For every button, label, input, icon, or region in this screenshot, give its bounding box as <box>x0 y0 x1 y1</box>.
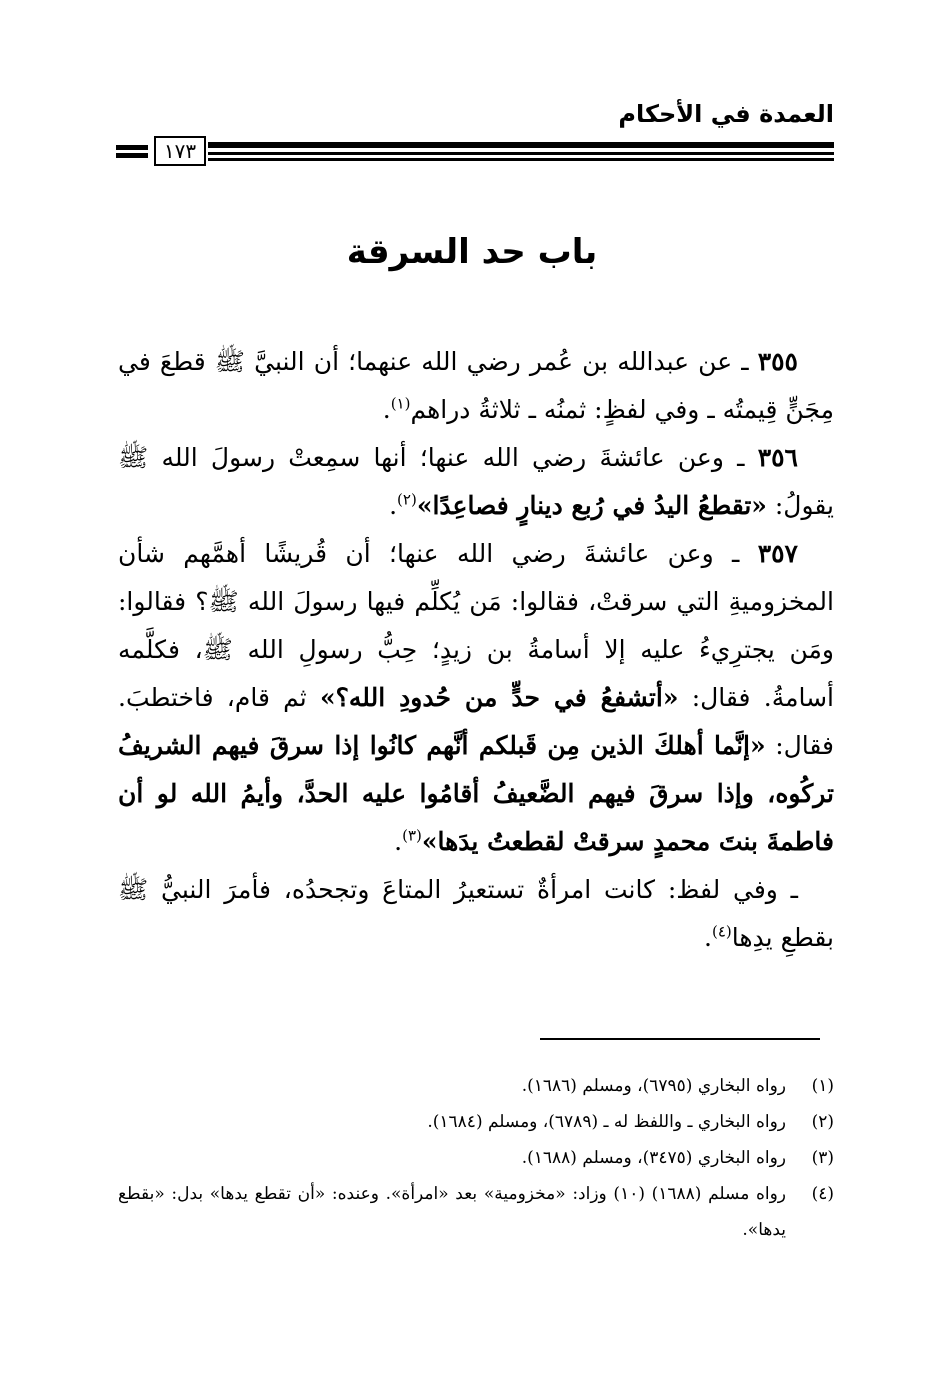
hadith-text: ـ عن عبدالله بن عُمر رضي الله عنهما؛ أن النبيَّ ﷺ قطعَ في مِجَنٍّ قِيمتُه ـ وفي لفظٍ: ثمنُه ـ ثلاثةُ دراهم <box>118 347 834 424</box>
hadith-number: ٣٥٥ <box>757 347 798 376</box>
sentence-end: . <box>382 395 391 424</box>
header-rule-stub <box>116 153 148 158</box>
sentence-end: . <box>704 923 712 952</box>
footnote-text: رواه البخاري ـ واللفظ له ـ (٦٧٨٩)، ومسلم (١٦٨٤). <box>427 1112 786 1132</box>
footnote-reference[interactable]: (١) <box>390 394 411 413</box>
prophetic-quote: «أتشفعُ في حدٍّ من حُدودِ الله؟» <box>320 683 679 712</box>
hadith-text: ـ وفي لفظ: كانت امرأةٌ تستعيرُ المتاعَ وتجحدُه، فأمرَ النبيُّ ﷺ بقطعِ يدِها <box>118 875 834 952</box>
prophetic-quote: «تقطعُ اليدُ في رُبع دينارٍ فصاعِدًا» <box>416 491 767 520</box>
hadith-paragraph <box>118 338 834 434</box>
page-number: ١٧٣ <box>154 136 206 166</box>
hadith-number: ٣٥٦ <box>757 443 798 472</box>
sentence-end: . <box>394 827 403 856</box>
footnote-number: (٤) <box>811 1184 835 1204</box>
footnote-reference[interactable]: (٣) <box>402 826 422 845</box>
hadith-text: ـ وعن عائشةَ رضي الله عنها؛ أن قُريشًا أهمَّهم شأن المخزوميةِ التي سرقتْ، فقالوا: مَن يُكلِّم فيها رسولَ الله ﷺ؟ فقالوا: ومَن يجترِيءُ عليه إلا أسامةُ بن زيدٍ؛ حِبُّ رسولِ الله ﷺ، فكلَّمه أسامةُ. فقال: <box>118 539 834 712</box>
running-title: العمدة في الأحكام <box>618 100 834 128</box>
footnotes <box>118 1068 834 1248</box>
chapter-title: باب حد السرقة <box>346 232 598 272</box>
footnote-reference[interactable]: (٢) <box>397 490 417 509</box>
hadith-paragraph <box>118 434 834 530</box>
footnote-number: (١) <box>811 1076 834 1096</box>
footnote <box>118 1176 834 1248</box>
hadith-paragraph <box>118 530 834 866</box>
footnote <box>118 1140 834 1176</box>
body-text <box>118 338 834 962</box>
hadith-number: ٣٥٧ <box>757 539 798 568</box>
footnote-text: رواه البخاري (٦٧٩٥)، ومسلم (١٦٨٦). <box>521 1076 786 1096</box>
footnote-separator <box>540 1038 820 1040</box>
header-rule <box>116 140 834 166</box>
sentence-end: . <box>389 491 398 520</box>
hadith-variant-paragraph <box>118 866 834 962</box>
header-rule-stub <box>116 145 148 150</box>
footnote <box>118 1104 834 1140</box>
header-rule-thin-line <box>208 158 834 161</box>
footnote-text: رواه البخاري (٣٤٧٥)، ومسلم (١٦٨٨). <box>521 1148 786 1168</box>
hadith-text: ثم قام، فاختطبَ. فقال: <box>118 683 835 760</box>
header-rule-thin-line <box>208 152 834 155</box>
footnote-text: رواه مسلم (١٦٨٨) (١٠) وزاد: «مخزومية» بعد «امرأة». وعنده: «أن تقطع يدها» بدل: «بقطع يدها». <box>118 1184 787 1240</box>
footnote <box>118 1068 834 1104</box>
header-rule-thick-line <box>208 142 834 148</box>
hadith-text: ـ وعن عائشةَ رضي الله عنها؛ أنها سمِعتْ رسولَ الله ﷺ يقولُ: <box>118 443 834 520</box>
footnote-reference[interactable]: (٤) <box>711 922 732 941</box>
footnote-number: (٣) <box>811 1148 834 1168</box>
footnote-number: (٢) <box>811 1112 834 1132</box>
prophetic-quote: «إنَّما أهلكَ الذين مِن قَبلكم أنَّهم كانُوا إذا سرقَ فيهم الشريفُ تركُوه، وإذا سرقَ فيهم الضَّعيفُ أقامُوا عليه الحدَّ، وأيمُ الله لو أن فاطمةَ بنتَ محمدٍ سرقتْ لقطعتُ يدَها» <box>118 731 834 856</box>
